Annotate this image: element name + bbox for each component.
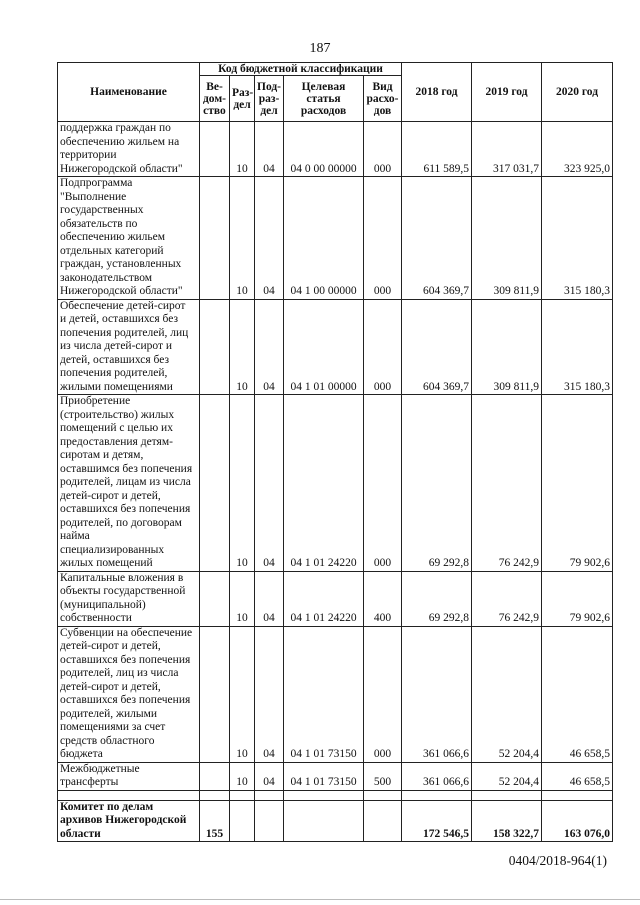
row-expense-type: 000 [364, 299, 402, 395]
row-name-line: родителей, по договорам [60, 516, 182, 529]
row-name-line: помещений с целью их [60, 422, 173, 434]
row-target-article: 04 1 01 00000 [284, 299, 364, 395]
row-razdel: 10 [230, 177, 255, 300]
row-name-line: попечения родителей, лиц [60, 326, 189, 339]
row-name-line: обязательств по [60, 217, 138, 230]
row-amount-2019: 309 811,9 [472, 177, 542, 300]
row-name-line: собственности [60, 612, 132, 624]
row-expense-type: 500 [364, 762, 402, 790]
row-podrazdel: 04 [255, 122, 284, 177]
row-name-line: Приобретение [60, 395, 131, 407]
row-amount-2018: 172 546,5 [402, 800, 472, 842]
row-amount-2019: 76 242,9 [472, 571, 542, 626]
row-name-line: Межбюджетные [60, 762, 140, 775]
row-razdel: 10 [230, 299, 255, 395]
row-name-line: детей-сирот и детей, [60, 640, 161, 652]
row-name-line: поддержка граждан по [60, 122, 171, 134]
row-vedomstvo [200, 177, 230, 300]
header-budget-code-group: Код бюджетной классификации [200, 63, 402, 76]
page-number: 187 [309, 41, 331, 56]
row-name-line: жилых помещений [60, 557, 153, 569]
spacer-cell [402, 790, 472, 800]
row-name-line: Подпрограмма [60, 177, 133, 189]
row-name-line: помещениями за счет [60, 721, 166, 733]
row-amount-2019: 317 031,7 [472, 122, 542, 177]
row-name [58, 571, 200, 626]
row-podrazdel: 04 [255, 299, 284, 395]
row-target-article: 04 1 01 24220 [284, 395, 364, 572]
row-name-line: оставшимся без попечения [60, 462, 193, 475]
row-name [58, 800, 200, 842]
row-podrazdel [255, 800, 284, 842]
row-amount-2019: 76 242,9 [472, 395, 542, 572]
row-podrazdel: 04 [255, 762, 284, 790]
spacer-cell [284, 790, 364, 800]
header-expense-type: Вид расхо- дов [364, 76, 402, 122]
spacer-cell [255, 790, 284, 800]
header-name: Наименование [58, 63, 200, 122]
row-name-line: детей, оставшихся без [60, 353, 170, 366]
row-name-line: объекты государственной [60, 585, 186, 597]
row-razdel: 10 [230, 122, 255, 177]
row-name [58, 177, 200, 300]
row-name-line: оставшихся без попечения [60, 503, 191, 515]
row-podrazdel: 04 [255, 177, 284, 300]
row-amount-2018: 611 589,5 [402, 122, 472, 177]
row-name-line: предоставления детям- [60, 435, 173, 448]
row-name-line: Субвенции на обеспечение [60, 626, 193, 639]
row-expense-type: 000 [364, 626, 402, 762]
header-2018: 2018 год [402, 63, 472, 122]
row-name [58, 122, 200, 177]
row-name-line: обеспечению жильем [60, 231, 166, 243]
header-2019: 2019 год [472, 63, 542, 122]
row-amount-2018: 361 066,6 [402, 626, 472, 762]
row-amount-2018: 69 292,8 [402, 395, 472, 572]
row-name-line: государственных [60, 204, 144, 216]
row-expense-type: 400 [364, 571, 402, 626]
row-vedomstvo: 155 [200, 800, 230, 842]
row-razdel: 10 [230, 626, 255, 762]
row-podrazdel: 04 [255, 626, 284, 762]
row-vedomstvo [200, 762, 230, 790]
row-name-line: трансферты [60, 776, 119, 788]
row-vedomstvo [200, 395, 230, 572]
row-name-line: архивов Нижегородской [60, 814, 187, 826]
row-target-article: 04 1 01 73150 [284, 626, 364, 762]
row-name-line: и детей, оставшихся без [60, 313, 179, 325]
row-name-line: жилыми помещениями [60, 380, 173, 393]
row-name-line: детей-сирот и детей, [60, 489, 161, 502]
row-razdel: 10 [230, 762, 255, 790]
row-name-line: попечения родителей, [60, 367, 168, 379]
row-vedomstvo [200, 571, 230, 626]
row-podrazdel: 04 [255, 571, 284, 626]
table-row [58, 122, 613, 177]
row-name-line: родителей, лицам из числа [60, 476, 191, 488]
row-amount-2019: 52 204,4 [472, 626, 542, 762]
row-name-line: специализированных [60, 543, 165, 556]
row-vedomstvo [200, 299, 230, 395]
row-name-line: области [60, 827, 101, 840]
spacer-cell [542, 790, 613, 800]
row-razdel: 10 [230, 395, 255, 572]
table-row [58, 299, 613, 395]
row-amount-2018: 69 292,8 [402, 571, 472, 626]
header-2020: 2020 год [542, 63, 613, 122]
row-name [58, 626, 200, 762]
row-name [58, 299, 200, 395]
row-amount-2018: 361 066,6 [402, 762, 472, 790]
row-expense-type: 000 [364, 395, 402, 572]
row-name-line: родителей, жилыми [60, 707, 158, 720]
row-expense-type: 000 [364, 122, 402, 177]
row-amount-2020: 323 925,0 [542, 122, 613, 177]
header-razdel: Раз- дел [230, 76, 255, 122]
row-target-article [284, 800, 364, 842]
row-name-line: Обеспечение детей-сирот [60, 299, 186, 312]
row-razdel [230, 800, 255, 842]
row-name [58, 395, 200, 572]
spacer-cell [58, 790, 200, 800]
row-name-line: обеспечению жильем на [60, 135, 180, 148]
row-amount-2019: 309 811,9 [472, 299, 542, 395]
table-row [58, 626, 613, 762]
row-amount-2018: 604 369,7 [402, 177, 472, 300]
budget-table [57, 62, 613, 842]
row-name-line: бюджета [60, 748, 103, 760]
spacer-cell [230, 790, 255, 800]
header-vedomstvo: Ве- дом- ство [200, 76, 230, 122]
row-name-line: "Выполнение [60, 190, 127, 203]
header-target-article: Целевая статья расходов [284, 76, 364, 122]
row-name-line: Комитет по делам [60, 800, 154, 813]
row-name-line: сиротам и детям, [60, 449, 144, 461]
row-name-line: Нижегородской области" [60, 285, 183, 297]
row-name-line: (муниципальной) [60, 598, 146, 611]
spacer-row [58, 790, 613, 800]
row-target-article: 04 1 01 24220 [284, 571, 364, 626]
row-target-article: 04 0 00 00000 [284, 122, 364, 177]
row-name-line: (строительство) жилых [60, 408, 175, 421]
row-name-line: средств областного [60, 734, 155, 747]
row-target-article: 04 1 01 73150 [284, 762, 364, 790]
row-name-line: родителей, лиц из числа [60, 667, 179, 679]
row-amount-2018: 604 369,7 [402, 299, 472, 395]
row-amount-2020: 46 658,5 [542, 762, 613, 790]
row-name-line: граждан, установленных [60, 258, 182, 270]
table-row [58, 571, 613, 626]
row-razdel: 10 [230, 571, 255, 626]
table-row [58, 395, 613, 572]
table-row [58, 762, 613, 790]
document-code: 0404/2018-964(1) [508, 853, 607, 868]
scan-edge-divider [0, 899, 640, 900]
row-name-line: Капитальные вложения в [60, 571, 184, 584]
row-vedomstvo [200, 626, 230, 762]
table-row [58, 177, 613, 300]
row-amount-2019: 52 204,4 [472, 762, 542, 790]
spacer-cell [200, 790, 230, 800]
row-vedomstvo [200, 122, 230, 177]
row-expense-type: 000 [364, 177, 402, 300]
row-name-line: из числа детей-сирот и [60, 340, 173, 352]
row-target-article: 04 1 00 00000 [284, 177, 364, 300]
row-name-line: найма [60, 530, 90, 542]
row-amount-2020: 315 180,3 [542, 299, 613, 395]
row-name [58, 762, 200, 790]
row-name-line: оставшихся без попечения [60, 694, 191, 706]
row-amount-2019: 158 322,7 [472, 800, 542, 842]
row-amount-2020: 163 076,0 [542, 800, 613, 842]
committee-row [58, 800, 613, 842]
row-name-line: оставшихся без попечения [60, 653, 191, 666]
row-amount-2020: 79 902,6 [542, 395, 613, 572]
row-name-line: законодательством [60, 271, 153, 284]
row-expense-type [364, 800, 402, 842]
spacer-cell [472, 790, 542, 800]
row-name-line: отдельных категорий [60, 244, 164, 257]
row-name-line: территории [60, 149, 117, 161]
row-name-line: детей-сирот и детей, [60, 680, 161, 693]
row-amount-2020: 315 180,3 [542, 177, 613, 300]
row-amount-2020: 46 658,5 [542, 626, 613, 762]
row-name-line: Нижегородской области" [60, 162, 183, 175]
spacer-cell [364, 790, 402, 800]
row-amount-2020: 79 902,6 [542, 571, 613, 626]
row-podrazdel: 04 [255, 395, 284, 572]
header-podrazdel: Под- раз- дел [255, 76, 284, 122]
